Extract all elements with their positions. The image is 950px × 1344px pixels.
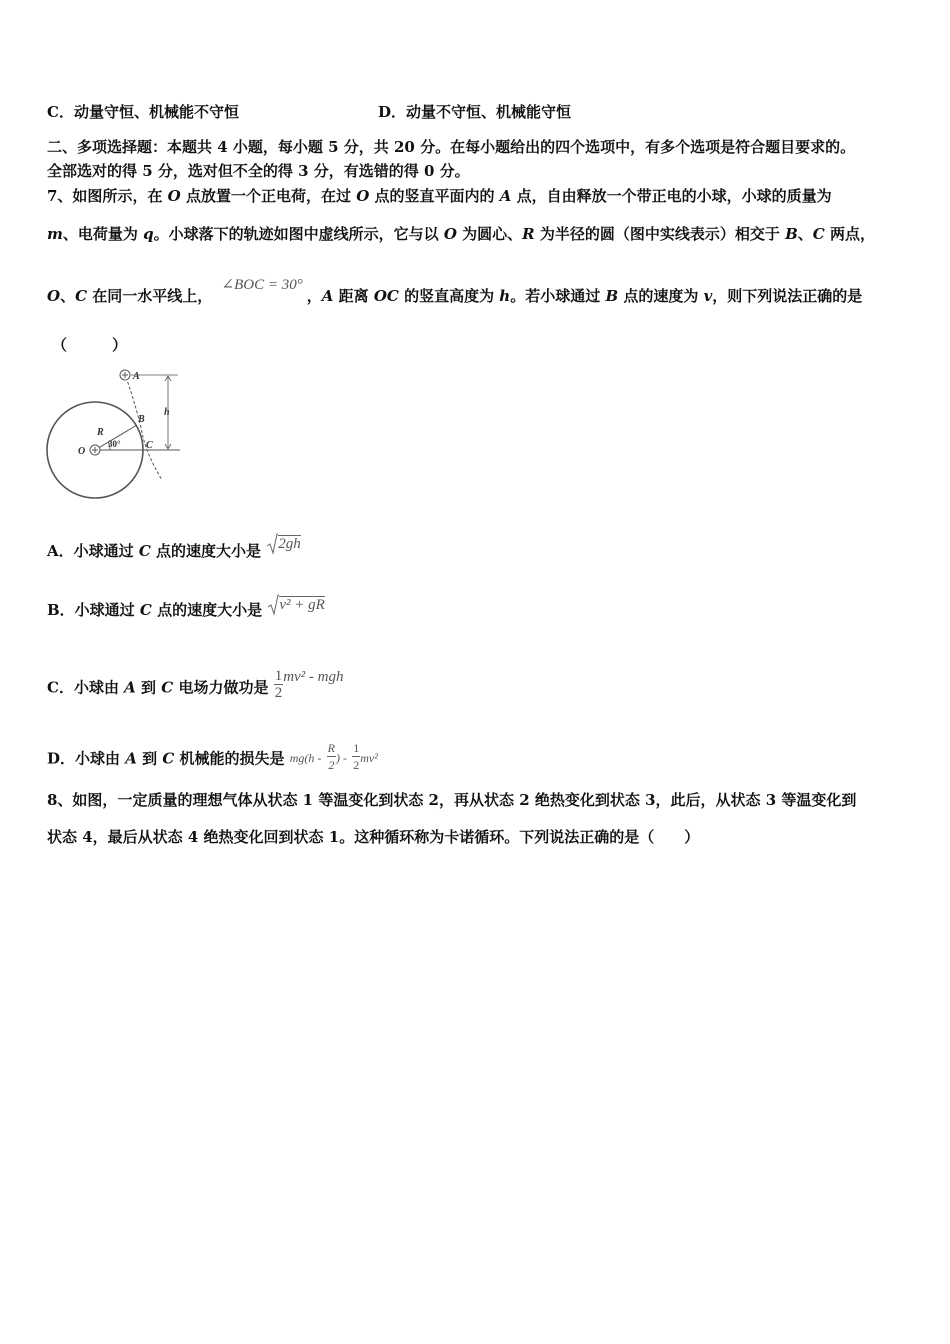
q7-option-d: D．小球由 A 到 C 机械能的损失是 mg(h - $\frac{R}{2}$ ) - $\frac{1}{2}$ mv² [47,741,378,772]
q7-circle-figure [40,362,190,504]
q7-stem-line2: m、电荷量为 q。小球落下的轨迹如图中虚线所示，它与以 O 为圆心、R 为半径的圆（图中实线表示）相交于 B、C 两点， [47,225,875,243]
label-b: B [138,414,145,425]
sqrt-v2-gr: v² + gR [267,594,324,616]
fraction-one-half: $\frac{1}{2}$ [274,668,283,701]
label-a: A [133,371,140,382]
label-h: h [164,407,170,418]
c-work-formula: mv² - mgh [283,668,344,685]
fraction-one-half-d: $\frac{1}{2}$ [353,741,360,772]
q6-option-d: D．动量不守恒、机械能守恒 [378,103,572,121]
q7-stem-line3: O、C 在同一水平线上， ∠BOC = 30°，A 距离 OC 的竖直高度为 h。若小球通过 B 点的速度为 v，则下列说法正确的是 [47,277,863,305]
fraction-r-over-2: $\frac{R}{2}$ [327,741,335,772]
sqrt-2gh: 2gh [266,533,301,555]
label-angle: 30° [108,439,121,449]
q7-option-b: B．小球通过 C 点的速度大小是 v² + gR [47,600,325,622]
q6-option-c: C．动量守恒、机械能不守恒 [47,103,239,121]
q8-stem-line1: 8、如图，一定质量的理想气体从状态 1 等温变化到状态 2，再从状态 2 绝热变化到状态 3，此后，从状态 3 等温变化到 [47,791,857,809]
q8-stem-line2: 状态 4，最后从状态 4 绝热变化回到状态 1。这种循环称为卡诺循环。下列说法正确的是（ ） [47,828,700,846]
q7-answer-paren: （ ） [52,336,128,354]
q7-stem-line1: 7、如图所示，在 O 点放置一个正电荷，在过 O 点的竖直平面内的 A 点，自由释放一个带正电的小球，小球的质量为 [47,187,832,205]
q7-option-a: A．小球通过 C 点的速度大小是 2gh [47,541,301,563]
q7-option-c: C．小球由 A 到 C 电场力做功是 $\frac{1}{2}$ mv² - mgh [47,668,344,701]
label-c: C [146,440,153,451]
label-o: O [78,446,86,457]
angle-boc-formula: ∠BOC = 30° [221,277,303,293]
label-r: R [97,427,104,438]
section2-heading-line1: 二、多项选择题：本题共 4 小题，每小题 5 分，共 20 分。在每小题给出的四个选项中，有多个选项是符合题目要求的。 [47,138,856,156]
d-loss-formula-part1: mg(h - [289,750,322,765]
section2-heading-line2: 全部选对的得 5 分，选对但不全的得 3 分，有选错的得 0 分。 [47,162,470,180]
